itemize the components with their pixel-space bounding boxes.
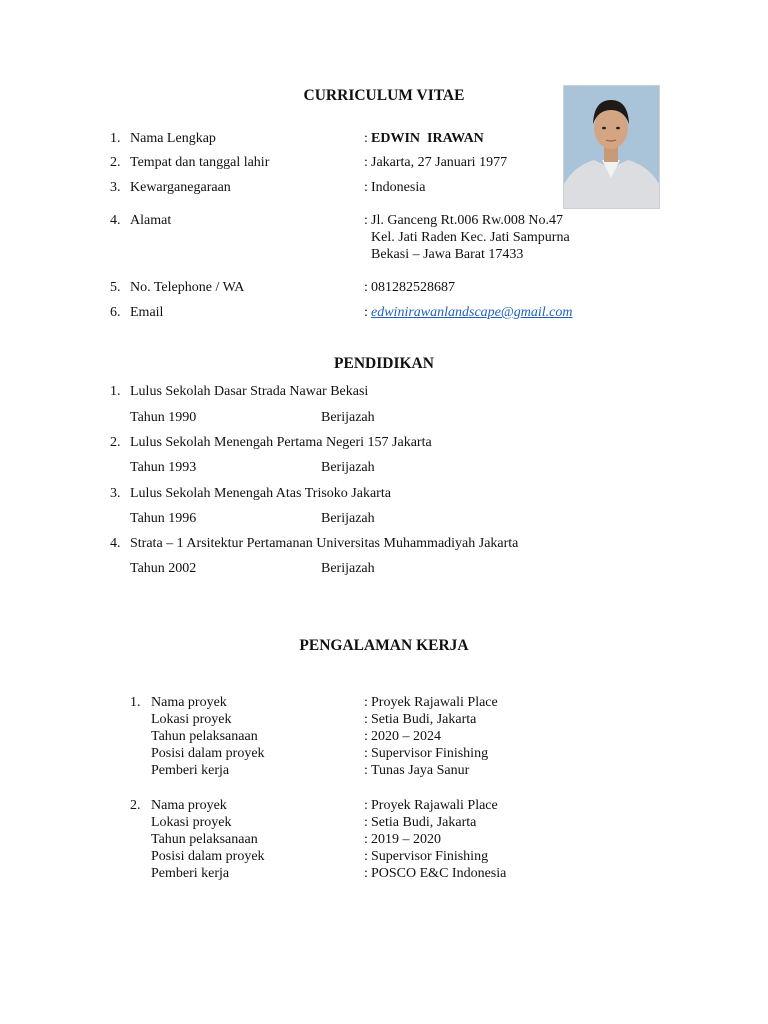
- project-field-label: Posisi dalam proyek: [151, 849, 265, 864]
- list-number: 4.: [110, 213, 121, 228]
- education-status: Berijazah: [321, 511, 375, 526]
- birth-value: Jakarta, 27 Januari 1977: [371, 155, 508, 170]
- page-title: CURRICULUM VITAE: [303, 87, 465, 104]
- project-name: Proyek Rajawali Place: [371, 798, 498, 813]
- list-number: 1.: [110, 131, 121, 146]
- list-number: 2.: [110, 435, 121, 450]
- project-field-label: Lokasi proyek: [151, 712, 232, 727]
- address-line-3: Bekasi – Jawa Barat 17433: [371, 247, 524, 262]
- field-label-name: Nama Lengkap: [130, 131, 216, 146]
- list-number: 6.: [110, 305, 121, 320]
- colon: :: [364, 866, 368, 881]
- colon: :: [364, 729, 368, 744]
- education-school: Lulus Sekolah Menengah Pertama Negeri 157 Jakarta: [130, 435, 432, 450]
- colon: :: [364, 280, 368, 295]
- list-number: 3.: [110, 180, 121, 195]
- education-status: Berijazah: [321, 410, 375, 425]
- colon: :: [364, 815, 368, 830]
- project-location: Setia Budi, Jakarta: [371, 815, 477, 830]
- field-label-citizenship: Kewarganegaraan: [130, 180, 231, 195]
- project-position: Supervisor Finishing: [371, 746, 489, 761]
- list-number: 1.: [130, 695, 141, 710]
- full-name: EDWIN IRAWAN: [371, 131, 484, 146]
- project-field-label: Tahun pelaksanaan: [151, 832, 258, 847]
- list-number: 4.: [110, 536, 121, 551]
- list-number: 5.: [110, 280, 121, 295]
- education-status: Berijazah: [321, 561, 375, 576]
- list-number: 2.: [110, 155, 121, 170]
- portrait-photo: [563, 85, 660, 209]
- education-year: Tahun 1990: [130, 410, 197, 425]
- field-label-phone: No. Telephone / WA: [130, 280, 245, 295]
- education-year: Tahun 1993: [130, 460, 197, 475]
- email-link[interactable]: edwinirawanlandscape@gmail.com: [371, 305, 573, 320]
- field-label-address: Alamat: [130, 213, 172, 228]
- colon: :: [364, 155, 368, 170]
- project-position: Supervisor Finishing: [371, 849, 489, 864]
- citizenship-value: Indonesia: [371, 180, 426, 195]
- project-years: 2019 – 2020: [371, 832, 441, 847]
- project-field-label: Lokasi proyek: [151, 815, 232, 830]
- project-employer: POSCO E&C Indonesia: [371, 866, 507, 881]
- project-location: Setia Budi, Jakarta: [371, 712, 477, 727]
- colon: :: [364, 849, 368, 864]
- project-field-label: Pemberi kerja: [151, 866, 230, 881]
- colon: :: [364, 131, 368, 146]
- colon: :: [364, 746, 368, 761]
- project-field-label: Pemberi kerja: [151, 763, 230, 778]
- project-name: Proyek Rajawali Place: [371, 695, 498, 710]
- project-years: 2020 – 2024: [371, 729, 441, 744]
- project-field-label: Nama proyek: [151, 798, 227, 813]
- project-employer: Tunas Jaya Sanur: [371, 763, 470, 778]
- colon: :: [364, 712, 368, 727]
- colon: :: [364, 763, 368, 778]
- education-school: Lulus Sekolah Dasar Strada Nawar Bekasi: [130, 384, 369, 399]
- education-school: Lulus Sekolah Menengah Atas Trisoko Jakarta: [130, 486, 391, 501]
- field-label-email: Email: [130, 305, 164, 320]
- section-heading-education: PENDIDIKAN: [334, 355, 434, 372]
- colon: :: [364, 213, 368, 228]
- list-number: 3.: [110, 486, 121, 501]
- education-year: Tahun 1996: [130, 511, 197, 526]
- education-status: Berijazah: [321, 460, 375, 475]
- address-line-2: Kel. Jati Raden Kec. Jati Sampurna: [371, 230, 570, 245]
- list-number: 2.: [130, 798, 141, 813]
- project-field-label: Tahun pelaksanaan: [151, 729, 258, 744]
- person-silhouette-icon: [564, 86, 659, 208]
- education-school: Strata – 1 Arsitektur Pertamanan Universitas Muhammadiyah Jakarta: [130, 536, 519, 551]
- address-line-1: Jl. Ganceng Rt.006 Rw.008 No.47: [371, 213, 563, 228]
- project-field-label: Nama proyek: [151, 695, 227, 710]
- colon: :: [364, 180, 368, 195]
- education-year: Tahun 2002: [130, 561, 197, 576]
- colon: :: [364, 305, 368, 320]
- field-label-birth: Tempat dan tanggal lahir: [130, 155, 270, 170]
- colon: :: [364, 695, 368, 710]
- colon: :: [364, 798, 368, 813]
- list-number: 1.: [110, 384, 121, 399]
- section-heading-experience: PENGALAMAN KERJA: [299, 637, 469, 654]
- project-field-label: Posisi dalam proyek: [151, 746, 265, 761]
- phone-value: 081282528687: [371, 280, 455, 295]
- colon: :: [364, 832, 368, 847]
